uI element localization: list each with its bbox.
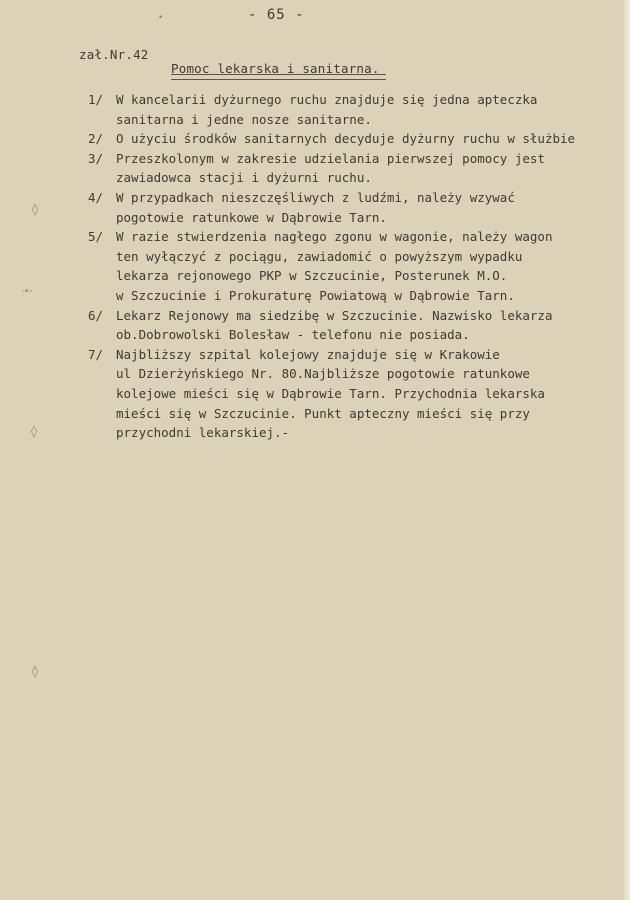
ink-speck: • [158, 13, 164, 23]
numbered-list [88, 90, 613, 443]
item-line: Przeszkolonym w zakresie udzielania pierwszej pomocy jest [116, 150, 545, 166]
item-line: ten wyłączyć z pociągu, zawiadomić o powyższym wypadku [116, 248, 523, 264]
item-line: W kancelarii dyżurnego ruchu znajduje się jedna apteczka [116, 92, 538, 107]
item-text [116, 129, 575, 149]
list-item [88, 149, 613, 188]
page-number: - 65 - [248, 7, 305, 23]
item-line: W razie stwierdzenia nagłego zgonu w wagonie, należy wagon [116, 229, 553, 245]
binding-hole-mark: ◊ [32, 664, 38, 678]
item-number: 1/ [88, 92, 104, 107]
list-item [88, 129, 613, 149]
item-line: przychodni lekarskiej.- [116, 425, 290, 441]
page-edge [624, 0, 630, 900]
item-line: zawiadowca stacji i dyżurni ruchu. [116, 170, 372, 186]
item-number: 6/ [88, 307, 104, 323]
item-number: 7/ [88, 346, 104, 362]
list-item [88, 345, 613, 443]
item-text [116, 188, 515, 227]
item-text [116, 306, 553, 345]
title-double-underline [171, 74, 386, 80]
item-number: 4/ [88, 189, 104, 205]
binding-hole-mark: ◊ [31, 424, 37, 438]
item-line: Najbliższy szpital kolejowy znajduje się w Krakowie [116, 346, 500, 362]
item-text [116, 227, 553, 305]
item-text [116, 90, 537, 129]
item-number: 3/ [88, 150, 104, 166]
item-text [116, 149, 545, 188]
item-line: sanitarna i jedne nosze sanitarne. [116, 111, 372, 127]
item-number: 2/ [88, 131, 104, 147]
list-item [88, 306, 613, 345]
document-title: Pomoc lekarska i sanitarna. [171, 61, 380, 76]
item-number: 5/ [88, 229, 104, 245]
item-line: ob.Dobrowolski Bolesław - telefonu nie posiada. [116, 327, 470, 343]
item-line: lekarza rejonowego PKP w Szczucinie, Posterunek M.O. [116, 268, 508, 284]
item-line: w Szczucinie i Prokuraturę Powiatową w Dąbrowie Tarn. [116, 287, 515, 303]
item-line: ul Dzierżyńskiego Nr. 80.Najbliższe pogotowie ratunkowe [116, 366, 530, 382]
item-line: pogotowie ratunkowe w Dąbrowie Tarn. [116, 209, 387, 225]
item-line: O użyciu środków sanitarnych decyduje dyżurny ruchu w służbie [116, 131, 576, 147]
item-line: mieści się w Szczucinie. Punkt apteczny mieści się przy [116, 405, 530, 421]
item-line: kolejowe mieści się w Dąbrowie Tarn. Przychodnia lekarska [116, 385, 545, 401]
list-item [88, 227, 613, 305]
annex-label: zał.Nr.42 [79, 47, 149, 62]
item-line: W przypadkach nieszczęśliwych z ludźmi, należy wzywać [116, 189, 515, 205]
list-item [88, 90, 613, 129]
list-item [88, 188, 613, 227]
item-line: Lekarz Rejonowy ma siedzibę w Szczucinie. Nazwisko lekarza [116, 307, 553, 323]
item-text [116, 345, 545, 443]
binding-hole-mark: ◊ [32, 202, 38, 216]
ink-speck: ·•·· [22, 287, 32, 297]
